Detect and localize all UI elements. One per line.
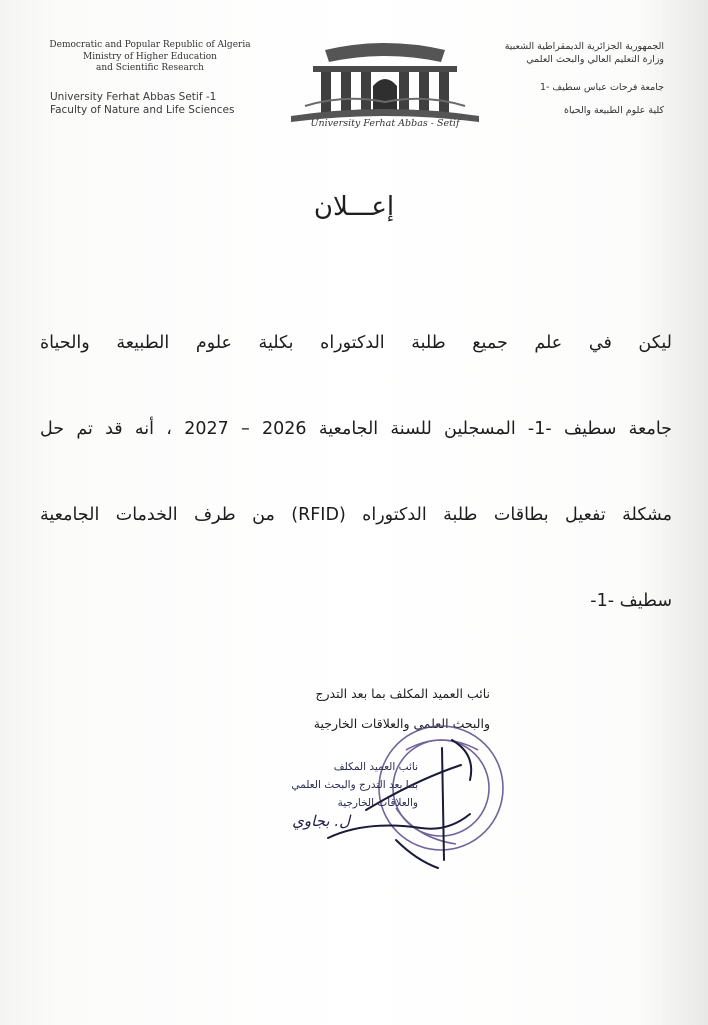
header-faculty-name-en: Faculty of Nature and Life Sciences: [50, 103, 235, 116]
stamp-line-1: نائب العميد المكلف: [333, 761, 418, 773]
stamp-text: [218, 758, 418, 812]
header-university-ar: جامعة فرحات عباس سطيف -1: [539, 82, 664, 93]
header-faculty-en: [50, 91, 290, 117]
header-ministry-en-2: and Scientific Research: [96, 63, 204, 73]
signatory-name: ل. بجاوي: [292, 812, 350, 830]
announcement-body: [40, 314, 672, 658]
stamp-line-3: والعلاقات الخارجية: [337, 797, 418, 809]
stamp-line-2: بما بعد التدرج والبحث العلمي: [291, 779, 418, 791]
header-left: [50, 40, 290, 117]
header-country-ar: الجمهورية الجزائرية الديمقراطية الشعبية: [504, 41, 664, 52]
logo-caption: University Ferhat Abbas - Setif: [310, 118, 460, 129]
header-right: [454, 40, 664, 117]
header-ministry-ar: وزارة التعليم العالي والبحث العلمي: [526, 54, 664, 65]
signature-line-2: والبحث العلمي والعلاقات الخارجية: [313, 716, 490, 731]
header-country-en: Democratic and Popular Republic of Algeria: [49, 40, 251, 50]
document-title: إعـــلان: [313, 192, 395, 222]
body-line-3: مشكلة تفعيل بطاقات طلبة الدكتوراه (RFID) من طرف الخدمات الجامعية: [40, 505, 672, 525]
body-line-1: ليكن في علم جميع طلبة الدكتوراه بكلية علوم الطبيعة والحياة: [40, 333, 672, 353]
header-university-en: University Ferhat Abbas Setif -1: [50, 90, 217, 103]
header-faculty-name-ar: كلية علوم الطبيعة والحياة: [563, 105, 664, 116]
header-faculty-ar: [454, 81, 664, 117]
body-line-4: سطيف -1-: [590, 591, 672, 611]
signature-line-1: نائب العميد المكلف بما بعد التدرج: [315, 686, 490, 701]
body-line-2: جامعة سطيف -1- المسجلين للسنة الجامعية 2026 – 2027 ، أنه قد تم حل: [40, 419, 672, 439]
header-ministry-en: Ministry of Higher Education: [83, 51, 217, 62]
